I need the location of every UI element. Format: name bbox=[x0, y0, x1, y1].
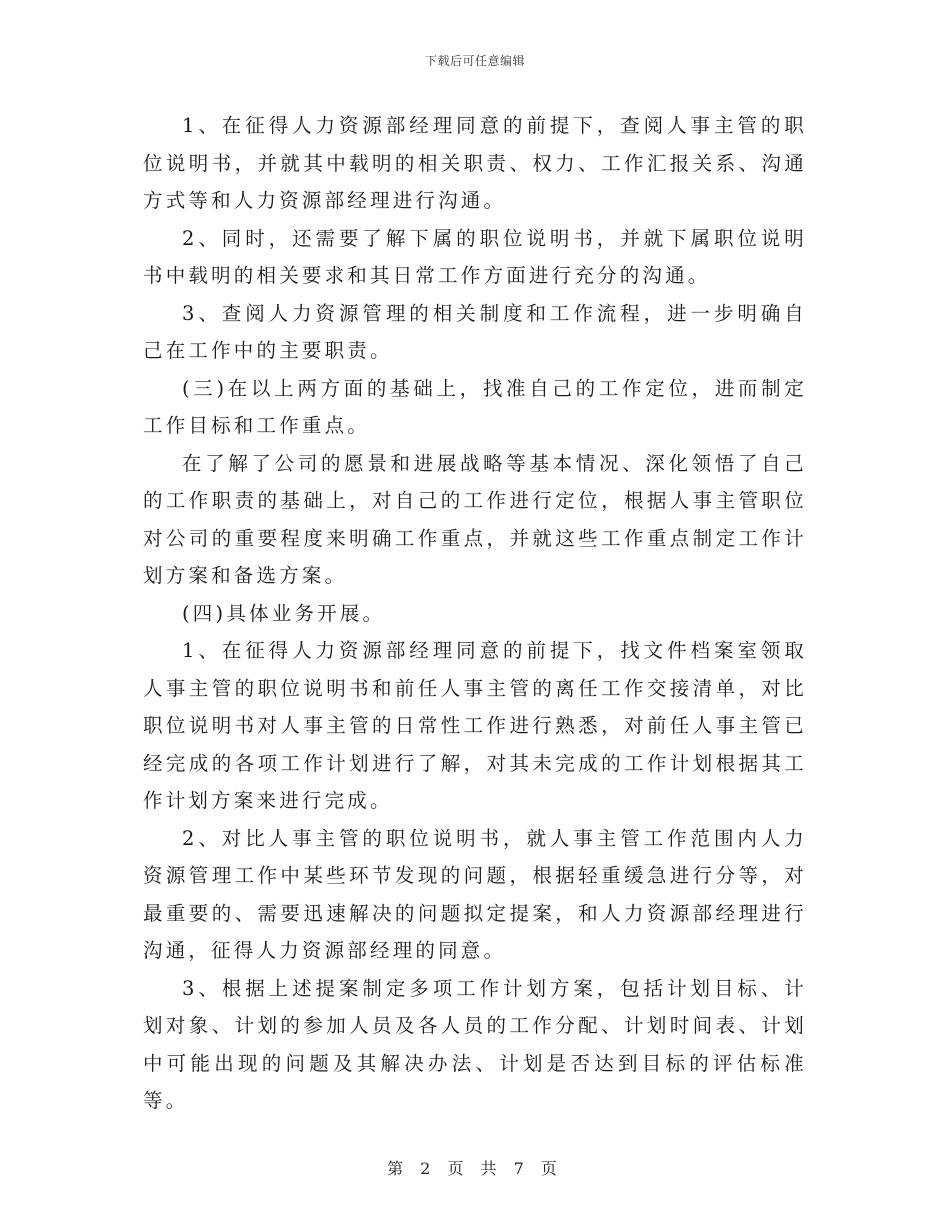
paragraph-item-3: 3、查阅人力资源管理的相关制度和工作流程，进一步明确自己在工作中的主要职责。 bbox=[143, 301, 807, 362]
page-header-note: 下载后可任意编辑 bbox=[424, 54, 525, 68]
paragraph-section-4-item-3: 3、根据上述提案制定多项工作计划方案，包括计划目标、计划对象、计划的参加人员及各人员的工作分配、计划时间表、计划中可能出现的问题及其解决办法、计划是否达到目标的评估标准等。 bbox=[143, 976, 807, 1112]
page-number-footer: 第 2 页 共 7 页 bbox=[387, 1159, 563, 1178]
paragraph-section-4-item-1: 1、在征得人力资源部经理同意的前提下，找文件档案室领取人事主管的职位说明书和前任人事主管的离任工作交接清单，对比职位说明书对人事主管的日常性工作进行熟悉，对前任人事主管已经完成的各项工作计划进行了解，对其未完成的工作计划根据其工作计划方案来进行完成。 bbox=[143, 639, 807, 812]
paragraph-section-4-item-2: 2、对比人事主管的职位说明书，就人事主管工作范围内人力资源管理工作中某些环节发现的问题，根据轻重缓急进行分等，对最重要的、需要迅速解决的问题拟定提案，和人力资源部经理进行沟通，征得人力资源部经理的同意。 bbox=[143, 826, 807, 962]
paragraph-item-2: 2、同时，还需要了解下属的职位说明书，并就下属职位说明书中载明的相关要求和其日常工作方面进行充分的沟通。 bbox=[143, 226, 807, 287]
section-heading-4: (四)具体业务开展。 bbox=[182, 601, 386, 625]
paragraph-item-1: 1、在征得人力资源部经理同意的前提下，查阅人事主管的职位说明书，并就其中载明的相关职责、权力、工作汇报关系、沟通方式等和人力资源部经理进行沟通。 bbox=[143, 114, 807, 212]
section-heading-3: (三)在以上两方面的基础上，找准自己的工作定位，进而制定工作目标和工作重点。 bbox=[143, 376, 807, 437]
document-body bbox=[143, 107, 807, 1120]
paragraph-section-3-body: 在了解了公司的愿景和进展战略等基本情况、深化领悟了自己的工作职责的基础上，对自己的工作进行定位，根据人事主管职位对公司的重要程度来明确工作重点，并就这些工作重点制定工作计划方案和备选方案。 bbox=[143, 451, 807, 587]
